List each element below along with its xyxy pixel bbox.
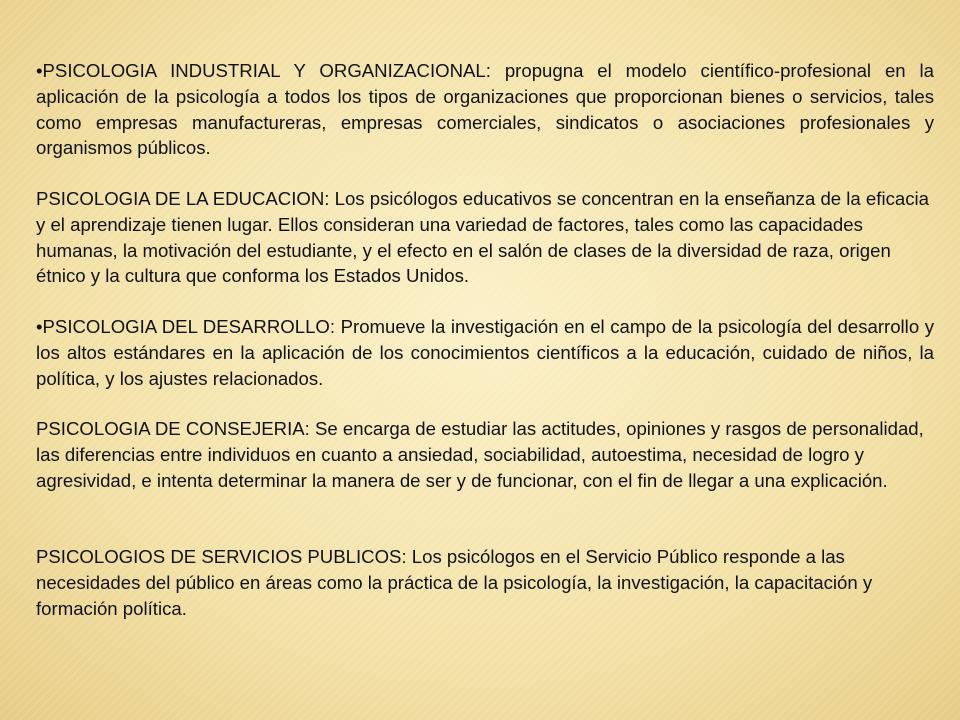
bullet-marker: • — [36, 60, 43, 81]
paragraph-heading: PSICOLOGIOS DE SERVICIOS PUBLICOS: — [36, 546, 407, 567]
paragraph-heading: PSICOLOGIA DE CONSEJERIA: — [36, 418, 310, 439]
paragraph-body: Promueve la investigación en el campo de la psicología del desarrollo y los altos estándares en la aplicación de los conocimientos científicos a la educación, cuidado de niños, la política, y los ajustes relacionados. — [36, 316, 935, 389]
paragraph-consejeria — [36, 416, 924, 493]
paragraph-body: Los psicólogos educativos se concentran en la enseñanza de la eficacia y el aprendizaje tienen lugar. Ellos consideran una variedad de factores, tales como las capacidades humanas, la motivación del estudiante, y el efecto en el salón de clases de la diversidad de raza, origen étnico y la cultura que conforma los Estados Unidos. — [36, 188, 929, 287]
paragraph-body: Los psicólogos en el Servicio Público responde a las necesidades del público en áreas como la práctica de la psicología, la investigación, la capacitación y formación política. — [36, 546, 873, 619]
paragraph-educacion — [36, 186, 934, 289]
bullet-marker: • — [36, 316, 43, 337]
paragraph-desarrollo — [36, 314, 934, 391]
paragraph-body: Se encarga de estudiar las actitudes, opiniones y rasgos de personalidad, las diferencias entre individuos en cuanto a ansiedad, sociabilidad, autoestima, necesidad de logro y agresividad, e intenta determinar la manera de ser y de funcionar, con el fin de llegar a una explicación. — [36, 418, 924, 491]
paragraph-heading: PSICOLOGIA DE LA EDUCACION: — [36, 188, 330, 209]
paragraph-industrial-organizacional — [36, 58, 934, 161]
paragraph-heading: PSICOLOGIA INDUSTRIAL Y ORGANIZACIONAL: — [42, 60, 491, 81]
paragraph-body: propugna el modelo científico-profesional en la aplicación de la psicología a todos los tipos de organizaciones que proporcionan bienes o servicios, tales como empresas manufactureras, empresas comerciales, sindicatos o asociaciones profesionales y organismos públicos. — [36, 60, 934, 159]
paragraph-servicios-publicos — [36, 544, 934, 621]
paragraph-heading: PSICOLOGIA DEL DESARROLLO: — [42, 316, 336, 337]
